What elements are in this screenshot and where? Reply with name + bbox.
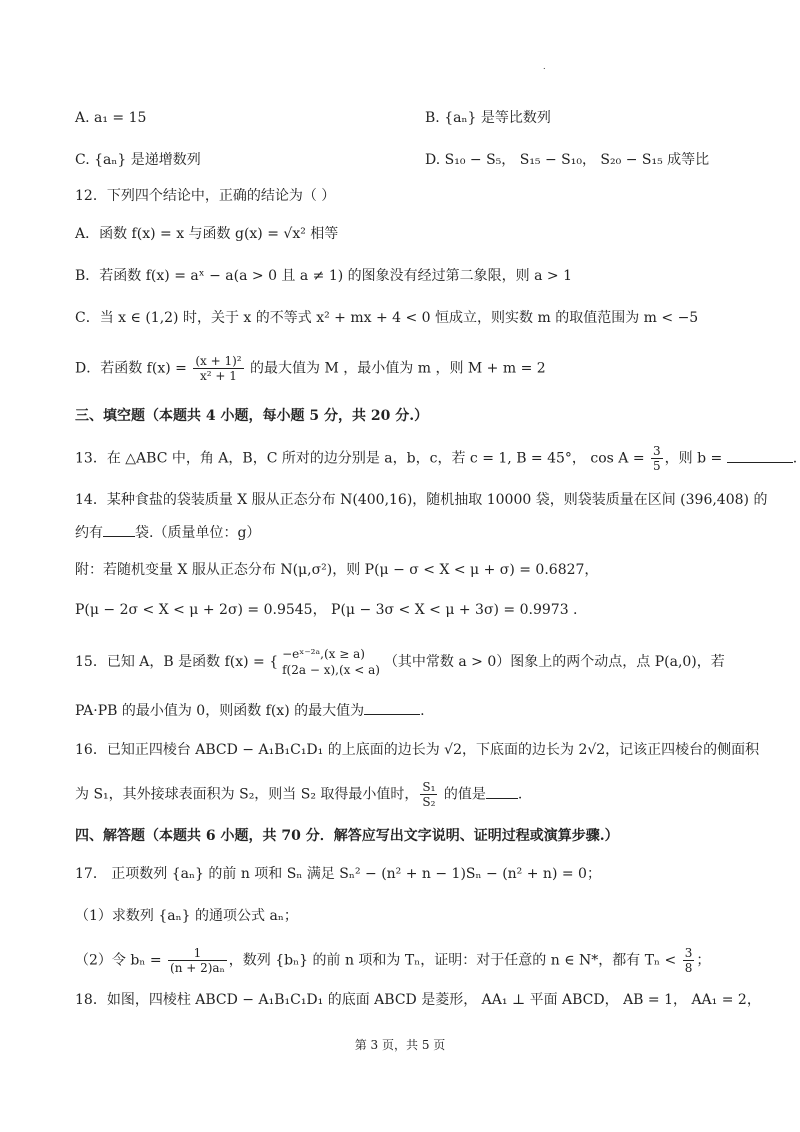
option-c: C. {aₙ} 是递增数列 bbox=[75, 152, 201, 168]
q12-option-c: C．当 x ∈ (1,2) 时，关于 x 的不等式 x² + mx + 4 < 0 恒成立，则实数 m 的取值范围为 m < −5 bbox=[75, 310, 699, 326]
question-16: 16．已知正四棱台 ABCD − A₁B₁C₁D₁ 的上底面的边长为 √2，下底面的边长为 2√2，记该正四棱台的侧面积 bbox=[75, 742, 760, 758]
q17b-end: ； bbox=[696, 952, 711, 969]
q15-text-post: （其中常数 a > 0）图象上的两个动点，点 P(a,0)，若 bbox=[383, 654, 725, 670]
fraction bbox=[651, 444, 663, 473]
question-17-part-1: （1）求数列 {aₙ} 的通项公式 aₙ； bbox=[75, 908, 298, 924]
q12d-text-post: 的最大值为 M ，最小值为 m ，则 M + m = 2 bbox=[245, 360, 546, 377]
fraction-den: 8 bbox=[684, 961, 693, 975]
q16b-end: . bbox=[517, 786, 523, 803]
q16b-text-post: 的值是 bbox=[439, 786, 486, 803]
piecewise bbox=[282, 646, 380, 678]
option-row-1 bbox=[75, 108, 740, 128]
fraction-den: x² + 1 bbox=[199, 369, 237, 383]
corner-dot: . bbox=[543, 62, 546, 71]
q12-option-a: A．函数 f(x) = x 与函数 g(x) = √x² 相等 bbox=[75, 226, 339, 242]
question-17-part-2 bbox=[75, 946, 740, 975]
question-14-note: 附：若随机变量 X 服从正态分布 N(μ,σ²)，则 P(μ − σ < X < μ + σ) = 0.6827， bbox=[75, 562, 599, 578]
q17b-text-mid: ，数列 {bₙ} 的前 n 项和为 Tₙ，证明：对于任意的 n ∈ N*，都有 Tₙ < bbox=[228, 952, 681, 969]
answer-blank[interactable] bbox=[486, 784, 518, 799]
piecewise-case-2: f(2a − x),(x < a) bbox=[282, 663, 380, 677]
q12-option-d bbox=[75, 354, 740, 383]
section-4-heading: 四、解答题（本题共 6 小题，共 70 分．解答应写出文字说明、证明过程或演算步骤.） bbox=[75, 828, 619, 844]
q15-text: 15．已知 A，B 是函数 f(x) = { bbox=[75, 654, 279, 670]
section-3-heading: 三、填空题（本题共 4 小题，每小题 5 分，共 20 分.） bbox=[75, 408, 429, 424]
fraction-num: 3 bbox=[684, 946, 693, 960]
q12d-text: D．若函数 f(x) = bbox=[75, 360, 192, 377]
question-18: 18．如图，四棱柱 ABCD − A₁B₁C₁D₁ 的底面 ABCD 是菱形， AA₁ ⊥ 平面 ABCD， AB = 1， AA₁ = 2， bbox=[75, 992, 761, 1008]
fraction-den: S₂ bbox=[422, 795, 436, 809]
question-14-cont bbox=[75, 522, 740, 543]
fraction-den: 5 bbox=[653, 459, 661, 473]
q15b-end: . bbox=[420, 703, 425, 719]
fraction-num: 1 bbox=[168, 946, 227, 961]
question-16-cont bbox=[75, 780, 740, 809]
fraction-num: S₁ bbox=[422, 780, 436, 794]
q12-option-b: B．若函数 f(x) = aˣ − a(a > 0 且 a ≠ 1) 的图象没有经过第二象限，则 a > 1 bbox=[75, 268, 573, 284]
answer-blank[interactable] bbox=[727, 448, 793, 463]
fraction-num: (x + 1)² bbox=[195, 354, 242, 368]
option-d: D. S₁₀ − S₅， S₁₅ − S₁₀， S₂₀ − S₁₅ 成等比 bbox=[425, 152, 710, 168]
q14b-text-post: 袋.（质量单位：g） bbox=[135, 525, 261, 541]
question-14: 14．某种食盐的袋装质量 X 服从正态分布 N(400,16)，随机抽取 10000 袋，则袋装质量在区间 (396,408) 的 bbox=[75, 492, 768, 508]
question-12: 12．下列四个结论中，正确的结论为（ ） bbox=[75, 188, 336, 204]
fraction-num: 3 bbox=[653, 444, 661, 458]
fraction-den: (n + 2)aₙ bbox=[170, 961, 225, 975]
fraction bbox=[168, 946, 227, 975]
question-15 bbox=[75, 646, 740, 678]
q16b-text: 为 S₁，其外接球表面积为 S₂，则当 S₂ 取得最小值时， bbox=[75, 786, 419, 803]
question-13 bbox=[75, 444, 798, 473]
q13-end: . bbox=[792, 450, 798, 467]
question-14-note-2: P(μ − 2σ < X < μ + 2σ) = 0.9545， P(μ − 3σ < X < μ + 3σ) = 0.9973 . bbox=[75, 602, 578, 618]
piecewise-case-1: −eˣ⁻²ᵃ,(x ≥ a) bbox=[282, 647, 365, 661]
q13-text: 13．在 △ABC 中，角 A，B，C 所对的边分别是 a，b，c，若 c = 1, B = 45°， cos A = bbox=[75, 450, 650, 467]
q14b-text: 约有 bbox=[75, 525, 103, 541]
fraction bbox=[420, 780, 437, 809]
fraction bbox=[193, 354, 243, 383]
page-footer: 第 3 页，共 5 页 bbox=[354, 1038, 446, 1052]
option-row-2 bbox=[75, 150, 740, 170]
q17b-text: （2）令 bₙ = bbox=[75, 952, 167, 969]
fraction bbox=[683, 946, 695, 975]
option-a: A. a₁ = 15 bbox=[75, 110, 147, 126]
answer-blank[interactable] bbox=[103, 522, 135, 537]
q15b-text: PA·PB 的最小值为 0，则函数 f(x) 的最大值为 bbox=[75, 703, 365, 719]
option-b: B. {aₙ} 是等比数列 bbox=[425, 110, 551, 126]
question-15-cont bbox=[75, 700, 740, 721]
answer-blank[interactable] bbox=[364, 700, 420, 715]
q13-text-post: ，则 b = bbox=[664, 450, 727, 467]
question-17: 17． 正项数列 {aₙ} 的前 n 项和 Sₙ 满足 Sₙ² − (n² + n − 1)Sₙ − (n² + n) = 0； bbox=[75, 866, 601, 882]
